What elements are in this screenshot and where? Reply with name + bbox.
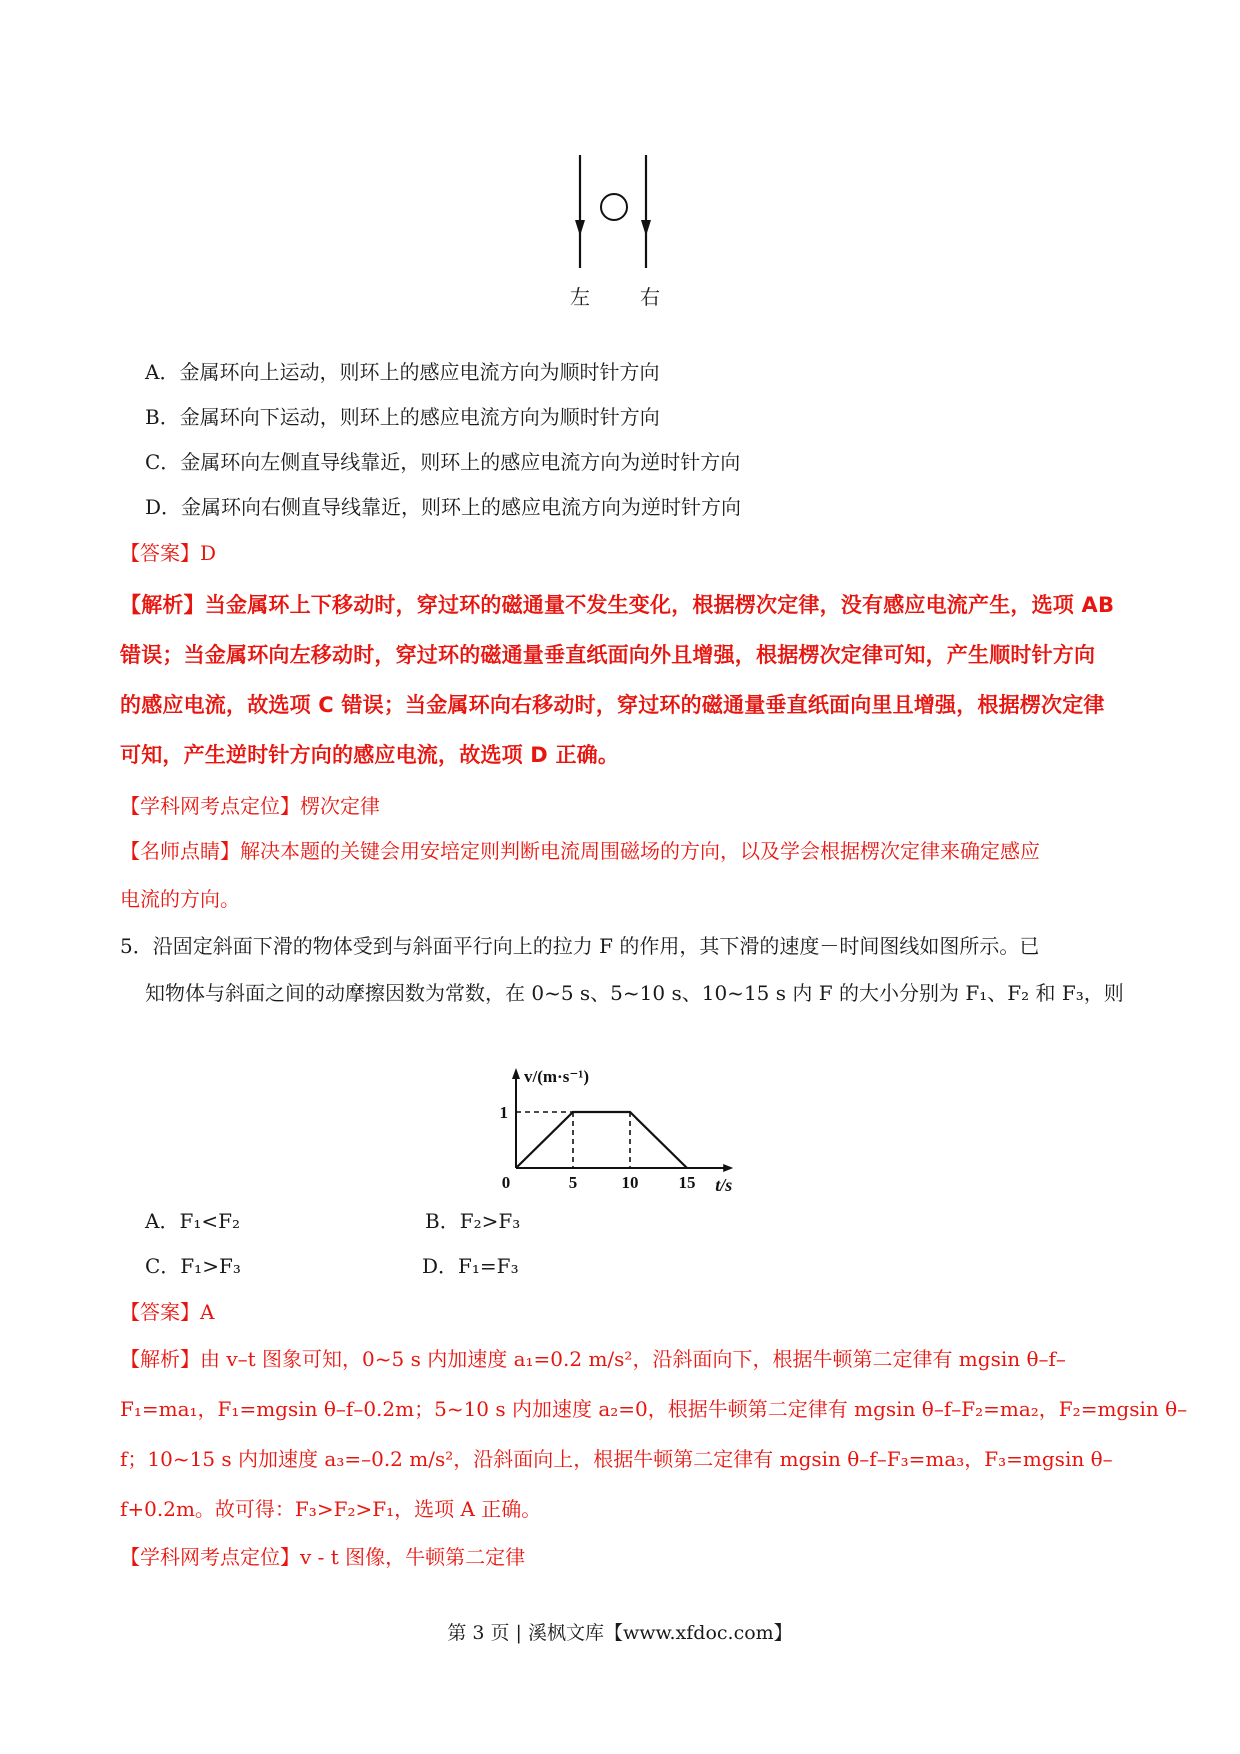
- x-tick-label-0: 0: [501, 1173, 511, 1192]
- q5-point: 【学科网考点定位】v - t 图像，牛顿第二定律: [120, 1545, 526, 1569]
- q4-option-c: C．金属环向左侧直导线靠近，则环上的感应电流方向为逆时针方向: [145, 450, 741, 474]
- vt-chart: [490, 1060, 750, 1195]
- q4-analysis-line-3: 的感应电流，故选项 C 错误；当金属环向右移动时，穿过环的磁通量垂直纸面向里且增强，根据楞次定律: [120, 693, 1105, 717]
- y-tick-label-1: 1: [499, 1103, 508, 1122]
- y-axis-label: v/(m·s⁻¹): [524, 1067, 590, 1086]
- q4-answer: 【答案】D: [120, 541, 217, 565]
- x-axis-arrow: [723, 1164, 733, 1172]
- q4-analysis-line-2: 错误；当金属环向左移动时，穿过环的磁通量垂直纸面向外且增强，根据楞次定律可知，产生顺时针方向: [120, 643, 1096, 667]
- q5-answer: 【答案】A: [120, 1300, 215, 1324]
- x-tick-label-5: 5: [568, 1173, 578, 1192]
- y-axis-arrow: [512, 1068, 520, 1079]
- page-footer: 第 3 页 | 溪枫文库【www.xfdoc.com】: [447, 1622, 793, 1644]
- q4-option-b: B．金属环向下运动，则环上的感应电流方向为顺时针方向: [145, 405, 660, 429]
- q4-analysis-line-4: 可知，产生逆时针方向的感应电流，故选项 D 正确。: [120, 743, 620, 767]
- right-wire-arrow: [641, 220, 651, 236]
- q4-tip-line-2: 电流的方向。: [120, 887, 240, 911]
- q5-option-b: B．F₂>F₃: [425, 1209, 521, 1233]
- right-label: 右: [640, 285, 660, 309]
- q5-option-c: C．F₁>F₃: [145, 1254, 241, 1278]
- q5-stem-line-2: 知物体与斜面之间的动摩擦因数为常数，在 0~5 s、5~10 s、10~15 s 内 F 的大小分别为 F₁、F₂ 和 F₃，则: [145, 981, 1124, 1005]
- q5-stem-line-1: 5．沿固定斜面下滑的物体受到与斜面平行向上的拉力 F 的作用，其下滑的速度－时间图线如图所示。已: [120, 934, 1040, 958]
- q5-analysis-line-1: 【解析】由 v–t 图象可知，0~5 s 内加速度 a₁=0.2 m/s²，沿斜面向下，根据牛顿第二定律有 mgsin θ–f–: [120, 1347, 1066, 1371]
- q4-point: 【学科网考点定位】楞次定律: [120, 794, 380, 818]
- q4-option-a: A．金属环向上运动，则环上的感应电流方向为顺时针方向: [145, 360, 660, 384]
- q4-option-d: D．金属环向右侧直导线靠近，则环上的感应电流方向为逆时针方向: [145, 495, 742, 519]
- q4-analysis-line-1: 【解析】当金属环上下移动时，穿过环的磁通量不发生变化，根据楞次定律，没有感应电流产生，选项 AB: [120, 593, 1115, 617]
- metal-ring: [601, 194, 627, 220]
- q5-analysis-line-2: F₁=ma₁，F₁=mgsin θ–f–0.2m；5~10 s 内加速度 a₂=0，根据牛顿第二定律有 mgsin θ–f–F₂=ma₂，F₂=mgsin θ–: [120, 1397, 1188, 1421]
- q5-option-d: D．F₁=F₃: [422, 1254, 519, 1278]
- q4-tip-line-1: 【名师点睛】解决本题的关键会用安培定则判断电流周围磁场的方向，以及学会根据楞次定律来确定感应: [120, 839, 1040, 863]
- left-wire-arrow: [575, 220, 585, 236]
- q5-analysis-line-4: f+0.2m。故可得：F₃>F₂>F₁，选项 A 正确。: [120, 1497, 542, 1521]
- q5-analysis-line-3: f；10~15 s 内加速度 a₃=–0.2 m/s²，沿斜面向上，根据牛顿第二定律有 mgsin θ–f–F₃=ma₃，F₃=mgsin θ–: [120, 1447, 1113, 1471]
- x-tick-label-15: 15: [678, 1173, 696, 1192]
- x-axis-label: t/s: [715, 1175, 733, 1195]
- left-label: 左: [570, 285, 590, 309]
- velocity-series-line: [516, 1112, 687, 1168]
- q5-option-a: A．F₁<F₂: [145, 1209, 240, 1233]
- x-tick-label-10: 10: [621, 1173, 639, 1192]
